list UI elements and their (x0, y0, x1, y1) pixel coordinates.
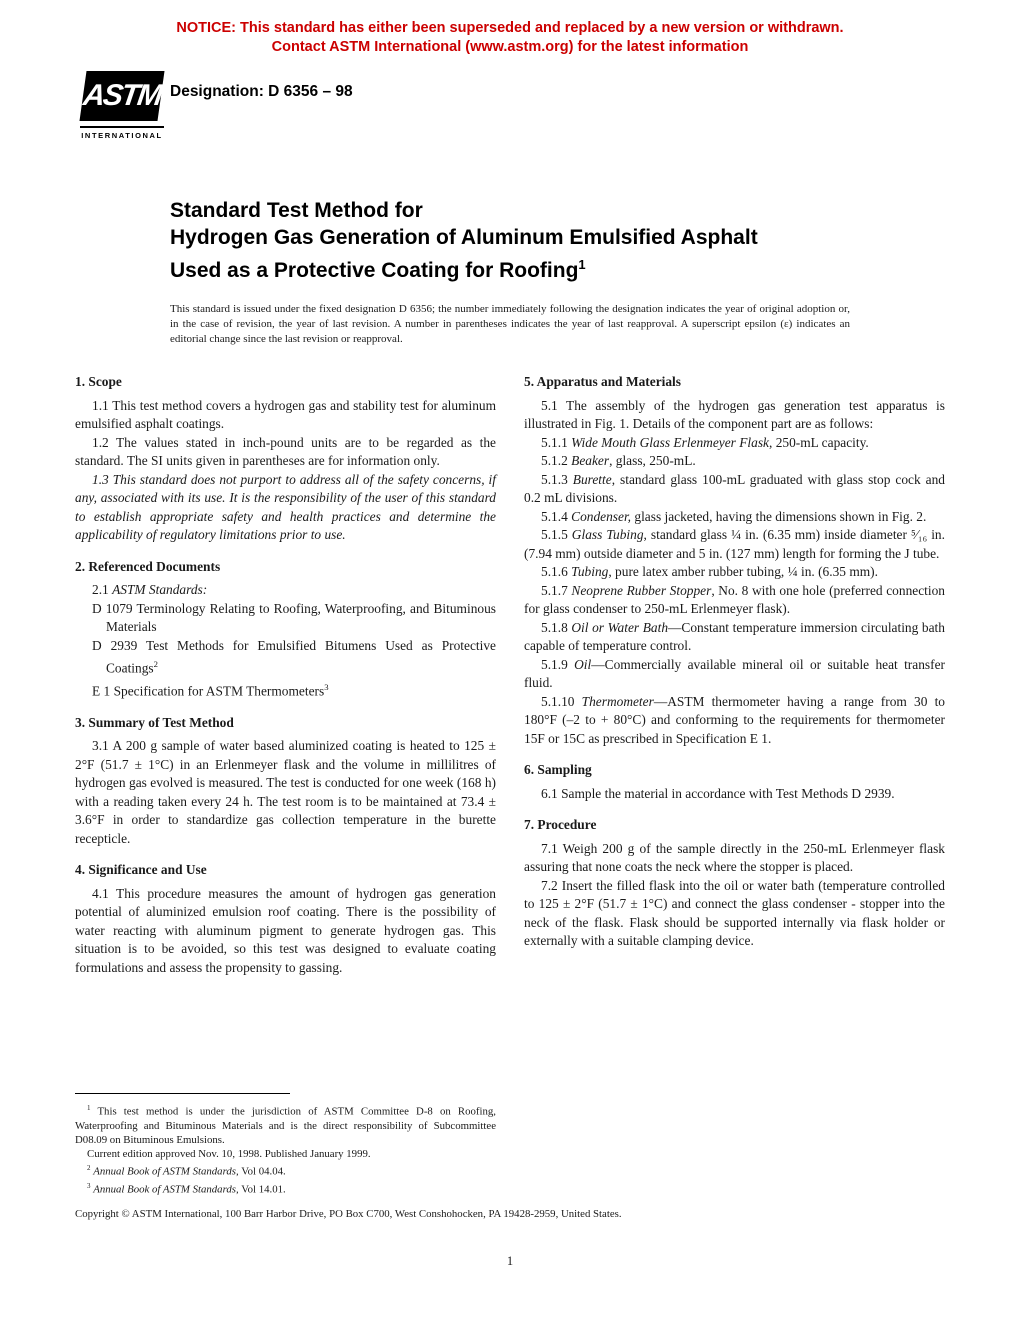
astm-logo-mark (79, 71, 164, 121)
paragraph: 5.1.2 Beaker, glass, 250-mL. (541, 453, 696, 468)
section-heading: 7. Procedure (524, 817, 597, 832)
paragraph: 5.1.8 Oil or Water Bath—Constant temperature immersion circulating bath capable of temperature control. (524, 619, 945, 653)
notice-line-1: NOTICE: This standard has either been superseded and replaced by a new version or withdrawn. (176, 20, 844, 36)
document-title (170, 197, 870, 284)
footnotes (75, 1093, 496, 1197)
footnote: Current edition approved Nov. 10, 1998. Published January 1999. (87, 1148, 371, 1161)
paragraph: 5.1.5 Glass Tubing, standard glass ¼ in. (6.35 mm) inside diameter ⁵⁄₁₆ in. (7.94 mm) outside diameter and 5 in. (127 mm) length for forming the J tube. (524, 527, 945, 561)
paragraph: 5.1.7 Neoprene Rubber Stopper, No. 8 with one hole (preferred connection for glass condenser to 250-mL Erlenmeyer flask). (524, 582, 945, 616)
title-line-1: Standard Test Method for (170, 199, 423, 222)
column-right (524, 371, 945, 1197)
footnotes-list (75, 1101, 496, 1197)
sections-left (75, 371, 496, 977)
paragraph: 6.1 Sample the material in accordance with Test Methods D 2939. (541, 785, 895, 801)
paragraph: 5.1.6 Tubing, pure latex amber rubber tubing, ¼ in. (6.35 mm). (541, 564, 878, 579)
paragraph: 7.2 Insert the filled flask into the oil or water bath (temperature controlled to 125 ± 2°F (51.7 ± 1°C) and connect the glass condenser - stopper into the neck of the flask. Flask should be supported internally via flask holder or externally with a suitable clamping device. (524, 877, 945, 948)
paragraph: 5.1.9 Oil—Commercially available mineral oil or suitable heat transfer fluid. (524, 656, 945, 690)
document-body (75, 371, 945, 1197)
footnote: $^1$ This test method is under the jurisdiction of ASTM Committee D-8 on Roofing, Waterproofing and Bituminous Materials and is the direct responsibility of Subcommittee D08.09 on Bituminous Emulsions. (75, 1104, 496, 1146)
paragraph: 5.1.1 Wide Mouth Glass Erlenmeyer Flask, 250-mL capacity. (541, 434, 869, 450)
section-heading: 4. Significance and Use (75, 862, 207, 878)
paragraph: 1.2 The values stated in inch-pound units are to be regarded as the standard. The SI units given in parentheses are for information only. (75, 434, 496, 468)
section-heading: 5. Apparatus and Materials (524, 374, 681, 389)
paragraph: D 2939 Test Methods for Emulsified Bitumens Used as Protective Coatings$^2$ (92, 637, 496, 676)
paragraph: D 1079 Terminology Relating to Roofing, Waterproofing, and Bituminous Materials (92, 600, 496, 634)
section-heading: 6. Sampling (524, 762, 592, 777)
sections-right (524, 371, 945, 951)
paragraph: E 1 Specification for ASTM Thermometers$^3$ (92, 681, 329, 699)
copyright-line: Copyright © ASTM International, 100 Barr Harbor Drive, PO Box C700, West Conshohocken, PA 19428-2959, United States. (75, 1208, 622, 1220)
page-number: 1 (506, 1254, 514, 1268)
paragraph: 2.1 ASTM Standards: (92, 582, 208, 597)
paragraph: 5.1.10 Thermometer—ASTM thermometer having a range from 30 to 180°F (–2 to + 80°C) and conforming to the requirements for thermometer 15F or 15C as prescribed in Specification E 1. (524, 693, 945, 746)
column-left (75, 371, 496, 1197)
paragraph: 5.1.3 Burette, standard glass 100-mL graduated with glass stop cock and 0.2 mL divisions. (524, 471, 945, 505)
title-line-2: Hydrogen Gas Generation of Aluminum Emulsified Asphalt (170, 226, 758, 249)
astm-logo-subtitle: INTERNATIONAL (80, 126, 164, 140)
paragraph: 5.1.4 Condenser, glass jacketed, having the dimensions shown in Fig. 2. (541, 508, 927, 524)
masthead (75, 69, 945, 171)
notice-line-2: Contact ASTM International (www.astm.org) for the latest information (271, 39, 749, 55)
section-heading: 2. Referenced Documents (75, 558, 221, 574)
issued-note: This standard is issued under the fixed designation D 6356; the number immediately following the designation indicates the year of original adoption or, in the case of revision, the year of last revision. A number in parentheses indicates the year of last reapproval. A superscript epsilon (ε) indicates an editorial change since the last revision or reapproval. (170, 303, 850, 345)
title-line-3: Used as a Protective Coating for Roofing$^1$ (170, 257, 586, 282)
footnote: $^2$ Annual Book of ASTM Standards, Vol 04.04. (87, 1164, 286, 1178)
designation: Designation: D 6356 – 98 (170, 83, 353, 100)
paragraph: 4.1 This procedure measures the amount of hydrogen gas generation potential of aluminized emulsion roof coating. There is the possibility of water reacting with aluminum pigment to generate hydrogen gas. This situation is to be avoided, so this test was designed to evaluate coating formulations and assess the propensity to gassing. (75, 885, 496, 975)
astm-logo (80, 71, 164, 140)
title-footnote-ref: 1 (578, 257, 586, 272)
paragraph: 3.1 A 200 g sample of water based aluminized coating is heated to 125 ± 2°F (51.7 ± 1°C) in an Erlenmeyer flask and the volume in millilitres of hydrogen gas evolved is measured. The test is conducted for one week (168 h) with a reading taken every 24 h. The test room is to be maintained at 73.4 ± 3.6°F in order to standardize gas collection temperature in the burette recepticle. (75, 738, 496, 846)
astm-logo-text: ASTM (81, 79, 163, 112)
paragraph: 1.3 This standard does not purport to address all of the safety concerns, if any, associated with its use. It is the responsibility of the user of this standard to establish appropriate safety and health practices and determine the applicability of regulatory limitations prior to use. (75, 471, 496, 542)
paragraph: 5.1 The assembly of the hydrogen gas generation test apparatus is illustrated in Fig. 1. Details of the component part are as follows: (524, 397, 945, 431)
section-heading: 1. Scope (75, 374, 122, 389)
footnote-rule (75, 1093, 290, 1094)
footnote: $^3$ Annual Book of ASTM Standards, Vol 14.01. (87, 1182, 286, 1196)
supersession-notice (0, 0, 1020, 57)
paragraph: 7.1 Weigh 200 g of the sample directly in the 250-mL Erlenmeyer flask assuring that none coats the neck where the stopper is placed. (524, 840, 945, 874)
section-heading: 3. Summary of Test Method (75, 714, 234, 730)
paragraph: 1.1 This test method covers a hydrogen gas and stability test for aluminum emulsified asphalt coatings. (75, 397, 496, 431)
